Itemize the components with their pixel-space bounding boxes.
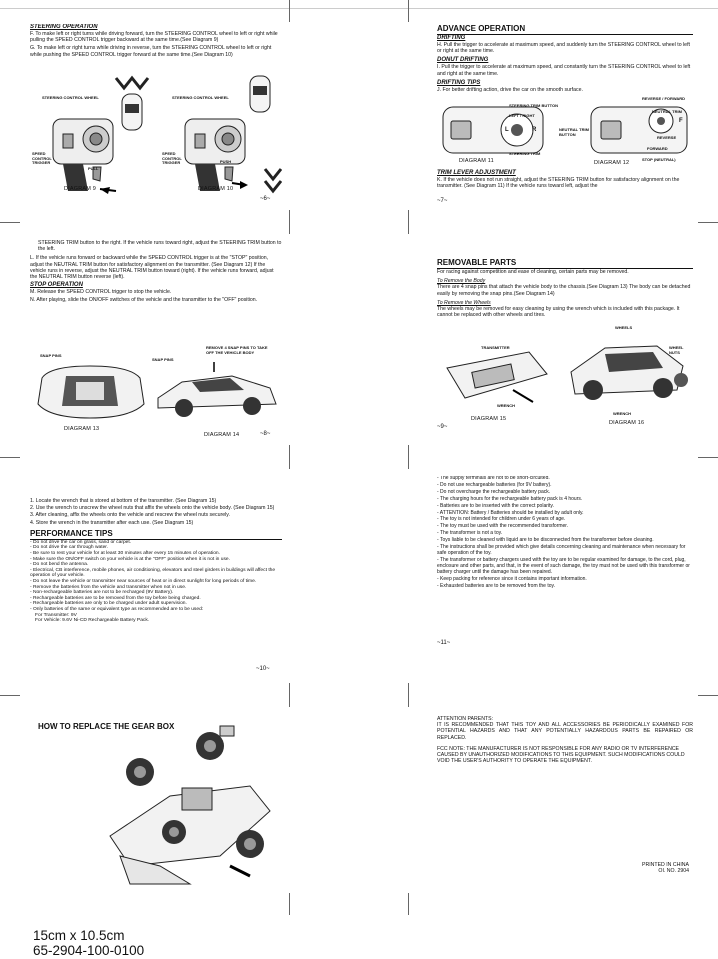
sheet-size: 15cm x 10.5cm	[33, 928, 125, 943]
fold-line	[0, 8, 718, 9]
label-steering-trim: STEERING TRIM	[509, 151, 541, 156]
label-remove-pins: REMOVE 4 SNAP PINS TO TAKE OFF THE VEHICLE BODY	[206, 345, 268, 355]
page-12	[30, 712, 282, 892]
crop-mark	[698, 457, 718, 458]
instruction-text: The wheels may be removed for easy cleaning by using the wrench which is included with this package. It cannot be replaced with other wheels and tires.	[437, 306, 680, 319]
label-speed-trigger: SPEED CONTROL TRIGGER	[162, 151, 182, 166]
list-item: - Do not use rechargeable batteries (for 9V battery).	[437, 481, 552, 488]
instruction-item: K. If the vehicle does not run straight, adjust the STEERING TRIM button for satisfactory alignment on the transmitter. (See Diagram 11) If the vehicle runs toward left, adjust the	[437, 177, 680, 190]
list-item: - The transformer is not a toy.	[437, 530, 503, 537]
label-push: PUSH	[220, 159, 232, 164]
diagram-caption: DIAGRAM 12	[594, 160, 630, 166]
crop-mark	[408, 683, 409, 707]
instruction-item: L. If the vehicle runs forward or backward while the SPEED CONTROL trigger is at the "STOP" position, adjust the NEUTRAL TRIM button for satisfactory alignment on the transmitter. (See Diagram 12) If the vehicle runs in reverse, adjust the NEUTRAL TRIM button toward (right). If the vehicle runs forward, adjust the NEUTRAL TRIM button reverse (left).	[30, 255, 274, 281]
list-item: - Remove the batteries from the vehicle and transmitter when not in use.	[30, 584, 187, 590]
section-heading: STEERING OPERATION	[30, 24, 98, 30]
label-pull: PULL	[88, 166, 99, 171]
transmitter-diagram-10	[170, 99, 282, 199]
crop-mark	[0, 222, 20, 223]
label-wrench: WRENCH	[497, 403, 515, 408]
crop-mark	[698, 222, 718, 223]
label-wheel-nuts: WHEEL NUTS	[669, 345, 684, 355]
page-number: ~8~	[260, 431, 271, 437]
label-snap-pins: SNAP PINS	[152, 357, 174, 362]
crop-mark	[289, 683, 290, 707]
list-item: For Transmitter: 9V	[35, 612, 77, 618]
list-item: - Only batteries of the same or equivalent type as recommended are to be used:	[30, 606, 204, 612]
label-r: R	[532, 127, 537, 133]
label-forward: FORWARD	[647, 146, 668, 151]
label-snap-pins: SNAP PINS	[40, 353, 62, 358]
safety-list	[437, 476, 693, 589]
label-transmitter: TRANSMITTER	[481, 345, 510, 350]
diagram-caption: DIAGRAM 11	[459, 158, 494, 164]
page-6	[30, 24, 282, 209]
car-diagram-16	[565, 332, 690, 412]
instruction-item: F. To make left or right turns while driving forward, turn the STEERING CONTROL wheel to left or right while pulling the SPEED CONTROL trigger backward at the same time.(See Diagram 9)	[30, 31, 278, 44]
sub-heading: To Remove the Body	[437, 278, 486, 285]
label-speed-trigger: SPEED CONTROL TRIGGER	[32, 151, 52, 166]
car-top-icon	[112, 74, 152, 134]
page-8	[30, 240, 282, 440]
page-13	[437, 716, 693, 886]
page-number: ~11~	[437, 640, 451, 646]
label-trim-button: STEERING TRIM BUTTON	[509, 103, 559, 108]
fcc-note: FCC NOTE: THE MANUFACTURER IS NOT RESPONSIBLE FOR ANY RADIO OR TV INTERFERENCE CAUSED BY UNAUTHORIZED MODIFICATIONS TO THIS EQUIPMENT. SUCH MODIFICATIONS COULD VOID THE USER'S AUTHORITY TO OPERATE THE EQUIPMENT.	[437, 745, 685, 765]
label-wrench: WRENCH	[613, 411, 631, 416]
list-item: For Vehicle: 9.6V Ni-CD Rechargeable Battery Pack.	[35, 618, 150, 624]
diagram-caption: DIAGRAM 9	[64, 186, 97, 192]
list-item: 4. Store the wrench in the transmitter after each use. (See Diagram 15)	[30, 519, 194, 526]
list-item: - Do not bend the antenna.	[30, 562, 89, 568]
diagram-caption: DIAGRAM 15	[471, 416, 507, 422]
page-10	[30, 498, 282, 678]
list-item: - Batteries are to be inserted with the correct polarity.	[437, 502, 554, 509]
label-wheels: WHEELS	[615, 325, 633, 330]
gearbox-exploded-diagram	[100, 716, 280, 890]
label-reverse-forward: REVERSE / FORWARD	[642, 96, 686, 101]
crop-mark	[408, 893, 409, 915]
instruction-text: There are 4 snap pins that attach the vehicle body to the chassis.(See Diagram 13) The body can be detached easily by removing the snap pins.(See Diagram 14)	[437, 284, 691, 297]
list-item: 1. Locate the wrench that is stored at bottom of the transmitter. (See Diagram 15)	[30, 498, 217, 504]
tips-list	[30, 540, 282, 624]
instruction-item: M. Release the SPEED CONTROL trigger to stop the vehicle.	[30, 289, 172, 296]
page-11	[437, 476, 693, 671]
list-item: - Do not overcharge the rechargeable battery pack.	[437, 488, 551, 495]
instruction-item: N. After playing, slide the ON/OFF switches of the vehicle and the transmitter to the "OFF" position.	[30, 297, 258, 304]
list-item: - The toy is not intended for children under 6 years of age.	[437, 516, 566, 523]
list-item: - Make sure the ON/OFF switch on your vehicle is at the "OFF" position when it is not in use.	[30, 556, 230, 562]
list-item: - Exhausted batteries are to be removed from the toy.	[437, 582, 556, 589]
list-item: - Do not drive the car through water.	[30, 545, 109, 551]
crop-mark	[408, 445, 409, 469]
sub-heading: To Remove the Wheels	[437, 299, 491, 306]
page-number: ~10~	[256, 666, 270, 672]
list-item: - Toys liable to be cleaned with liquid are to be disconnected from the transformer before cleaning.	[437, 537, 654, 544]
crop-mark	[408, 0, 409, 22]
list-item: 3. After cleaning, affix the wheels onto the vehicle and rescrew the wheel nuts securely.	[30, 512, 230, 519]
page-number: ~7~	[437, 198, 448, 204]
item-code: OI. NO. 2904	[658, 868, 689, 874]
crop-mark	[289, 210, 290, 234]
section-heading: ADVANCE OPERATION	[437, 24, 693, 35]
diagram-caption: DIAGRAM 14	[204, 432, 240, 438]
sub-heading: STOP OPERATION	[30, 282, 83, 289]
list-item: - Be sure to rest your vehicle for at least 30 minutes after every 15 minutes of operation.	[30, 551, 221, 556]
crop-mark	[289, 445, 290, 469]
section-heading: HOW TO REPLACE THE GEAR BOX	[38, 722, 175, 731]
list-item: - Electrical, CB interference, mobile phones, air conditioning, elevators and steel girders in buildings will affect the operation of your vehicle.	[30, 567, 276, 579]
attention-text: IT IS RECOMMENDED THAT THIS TOY AND ALL ACCESSORIES BE PERIODICALLY EXAMINED FOR POTENTIAL HAZARDS AND THAT ANY POTENTIALLY HAZARDOUS PARTS BE REPAIRED OR REPLACED.	[437, 722, 693, 741]
list-item: - ATTENTION: Battery / Batteries should be installed by adult only.	[437, 509, 584, 516]
label-neutral-trim: NEUTRAL TRIM	[652, 109, 682, 114]
crop-mark	[289, 893, 290, 915]
label-f: F	[679, 118, 683, 124]
list-item: - The toy must be used with the recommended transformer.	[437, 523, 569, 530]
list-item: - Keep packing for reference since it contains important information.	[437, 575, 587, 582]
sub-heading: DRIFTING TIPS	[437, 79, 481, 86]
intro-text: For racing against competition and ease of cleaning, certain parts may be removed.	[437, 269, 629, 275]
label-stop: STOP (NEUTRAL)	[642, 157, 676, 162]
list-item: - The transformer or battery chargers used with the toy are to be regular examined for damage, to the cord, plug, enclosure and other parts, and that, in the event of such damage, the toy must not be used with this transformer or battery charger until the damage has been repaired.	[437, 556, 690, 575]
label-steering-wheel: STEERING CONTROL WHEEL	[172, 95, 229, 100]
section-heading: REMOVABLE PARTS	[437, 258, 693, 269]
car-top-diagram-13	[30, 360, 150, 422]
page-number: ~6~	[260, 196, 271, 202]
crop-mark	[0, 695, 20, 696]
label-left-right: LEFT / RIGHT	[509, 113, 535, 118]
car-top-icon	[240, 74, 280, 114]
list-item: - Rechargeable batteries are only to be charged under adult supervision.	[30, 601, 187, 607]
sub-heading: DONUT DRIFTING	[437, 57, 489, 64]
transmitter-diagram-15	[443, 342, 553, 412]
diagram-caption: DIAGRAM 13	[64, 426, 100, 432]
instruction-text: STEERING TRIM button to the right. If the vehicle runs toward right, adjust the STEERING TRIM button to the left.	[38, 240, 282, 253]
label-l: L	[505, 127, 509, 133]
list-item: - Rechargeable batteries are to be removed from the toy before being charged.	[30, 595, 201, 601]
step-list	[30, 498, 282, 526]
diagram-caption: DIAGRAM 16	[609, 420, 645, 426]
page-7	[437, 24, 693, 209]
list-item: - The instructions shall be provided which give details concerning cleaning and maintenance when necessary for safe operation of the toy.	[437, 544, 686, 556]
instruction-item: G. To make left or right turns while driving in reverse, turn the STEERING CONTROL wheel to left or right while pushing the SPEED CONTROL trigger forward at the same time.(See Diagram 10)	[30, 45, 272, 58]
printed-in: PRINTED IN CHINA	[642, 862, 689, 868]
sub-heading: TRIM LEVER ADJUSTMENT	[437, 170, 516, 176]
list-item: - Non-rechargeable batteries are not to be recharged (9V Battery).	[30, 590, 174, 596]
part-number: 65-2904-100-0100	[33, 943, 145, 958]
crop-mark	[408, 210, 409, 234]
instruction-item: I. Pull the trigger to accelerate at maximum speed, and constantly turn the STEERING CONTROL wheel to left and right at the same time.	[437, 64, 691, 77]
crop-mark	[289, 0, 290, 22]
list-item: - The charging hours for the rechargeable battery pack is 4 hours.	[437, 495, 583, 502]
instruction-item: J. For better drifting action, drive the car on the smooth surface.	[437, 86, 583, 93]
crop-mark	[698, 695, 718, 696]
label-steering-wheel: STEERING CONTROL WHEEL	[42, 95, 99, 100]
page-9	[437, 258, 693, 442]
label-reverse: REVERSE	[657, 135, 677, 140]
list-item: - Do not leave the vehicle or transmitter near sources of heat or in direct sunlight for long periods of time.	[30, 578, 257, 584]
instruction-item: H. Pull the trigger to accelerate at maximum speed, and suddenly turn the STEERING CONTROL wheel to left or right at the same time.	[437, 42, 690, 55]
diagram-caption: DIAGRAM 10	[198, 186, 234, 192]
list-item: - The supply terminals are not to be short-circuited.	[437, 476, 550, 481]
list-item: 2. Use the wrench to unscrew the wheel nuts that affix the wheels onto the vehicle body. (See Diagram 15)	[30, 505, 275, 512]
attention-title: ATTENTION PARENTS:	[437, 716, 494, 722]
list-item: - Do not drive the car on grass, sand or carpet.	[30, 539, 132, 545]
page-number: ~9~	[437, 424, 448, 430]
label-neutral-trim-button: NEUTRAL TRIM BUTTON	[559, 127, 589, 137]
crop-mark	[0, 457, 20, 458]
section-heading: PERFORMANCE TIPS	[30, 529, 282, 540]
sub-heading: DRIFTING	[437, 35, 466, 41]
